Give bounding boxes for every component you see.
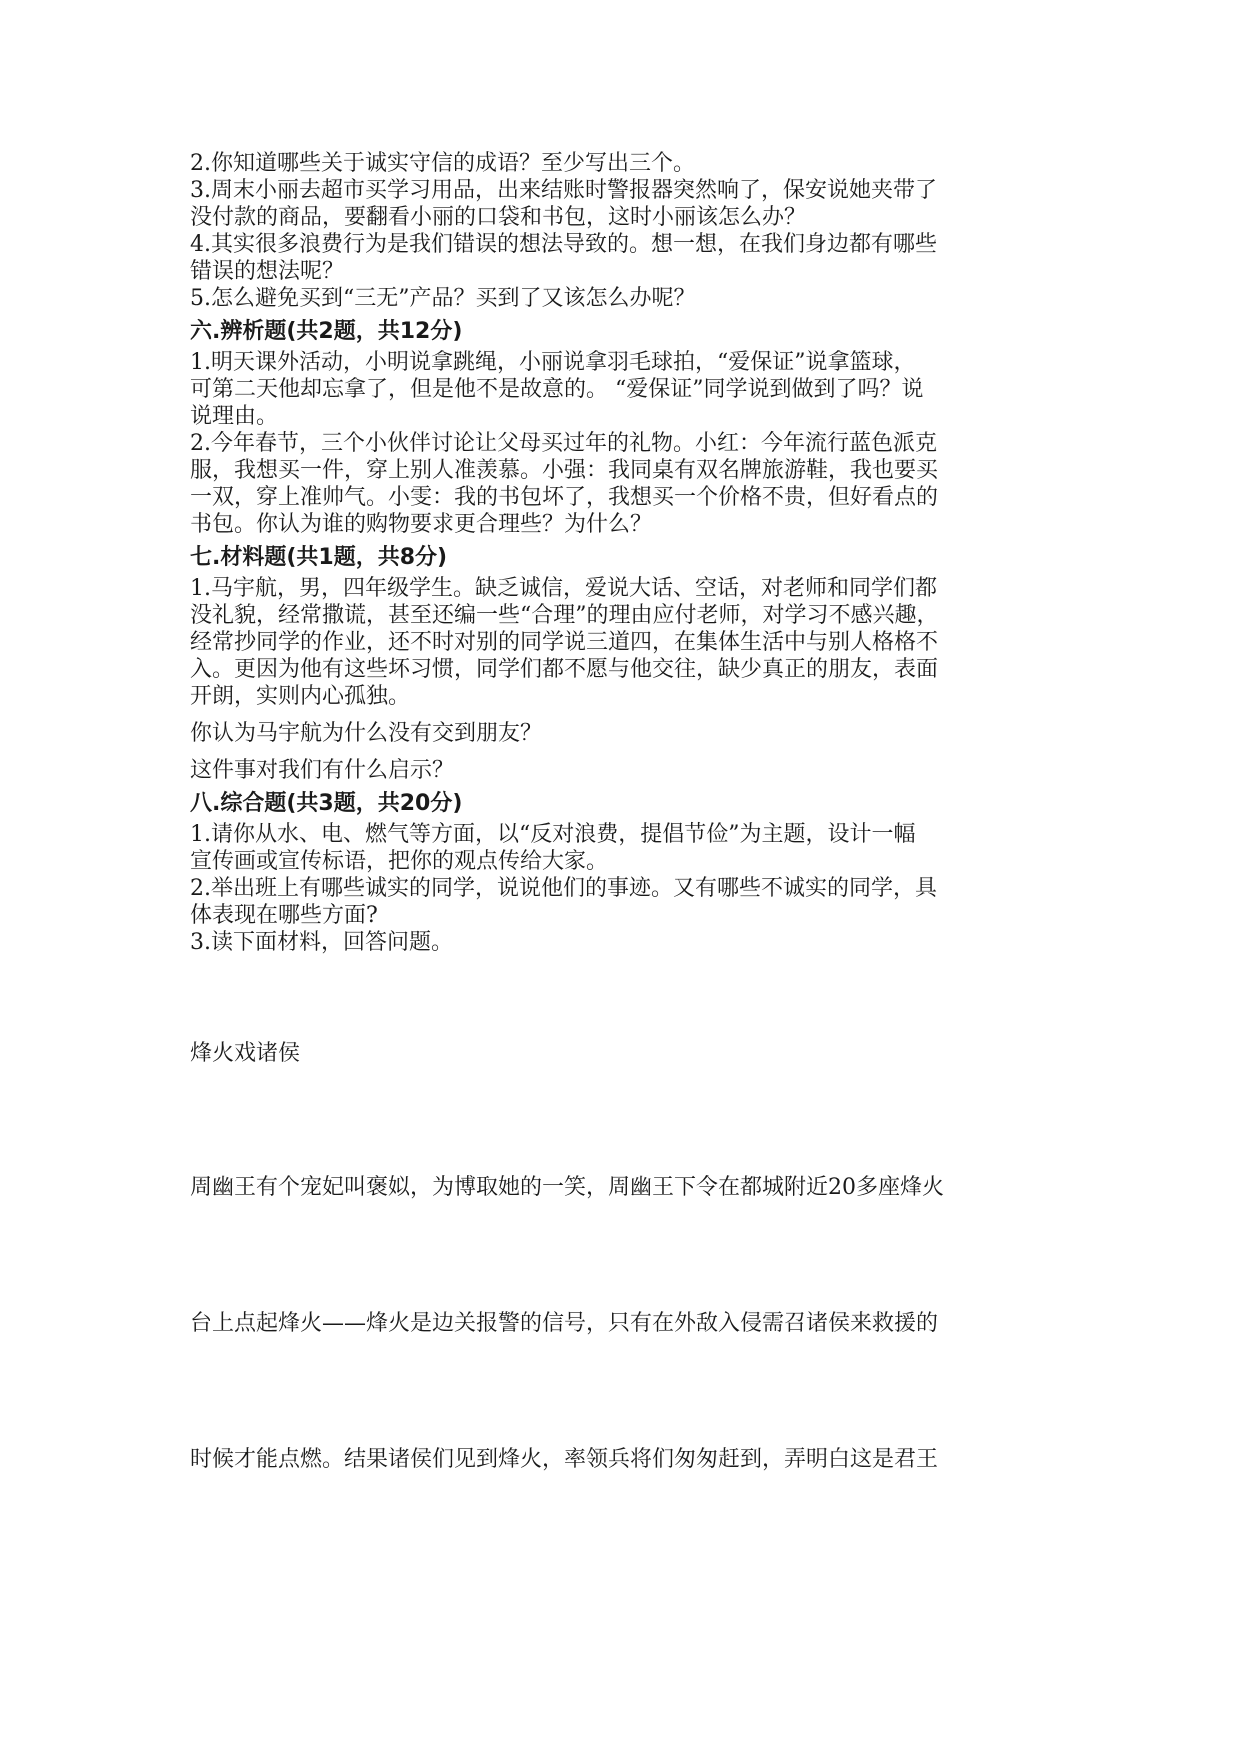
question-5-5: 5.怎么避免买到“三无”产品？买到了又该怎么办呢？ <box>190 286 696 311</box>
exam-content <box>190 150 1060 956</box>
question-7-1-line-1: 1.马宇航，男，四年级学生。缺乏诚信，爱说大话、空话，对老师和同学们都 <box>190 576 937 601</box>
section-6-heading: 六.辨析题(共2题，共12分) <box>190 319 463 344</box>
question-8-2-line-1: 2.举出班上有哪些诚实的同学，说说他们的事迹。又有哪些不诚实的同学，具 <box>190 876 937 901</box>
question-5-4-line-1: 4.其实很多浪费行为是我们错误的想法导致的。想一想，在我们身边都有哪些 <box>190 232 937 257</box>
question-6-1-line-3: 说理由。 <box>190 404 279 429</box>
story-paragraph-2: 台上点起烽火——烽火是边关报警的信号，只有在外敌入侵需召诸侯来救援的 <box>190 1311 939 1336</box>
story-paragraph-1: 周幽王有个宠妃叫褒姒，为博取她的一笑，周幽王下令在都城附近20多座烽火 <box>190 1175 944 1200</box>
question-7-ask-2: 这件事对我们有什么启示？ <box>190 758 455 783</box>
question-5-2: 2.你知道哪些关于诚实守信的成语？至少写出三个。 <box>190 151 695 176</box>
section-7-heading: 七.材料题(共1题，共8分) <box>190 545 448 570</box>
question-8-1-line-1: 1.请你从水、电、燃气等方面，以“反对浪费，提倡节俭”为主题，设计一幅 <box>190 822 916 847</box>
question-8-2-line-2: 体表现在哪些方面? <box>190 903 378 928</box>
question-6-2-line-3: 一双，穿上准帅气。小雯：我的书包坏了，我想买一个价格不贵，但好看点的 <box>190 485 939 510</box>
question-6-1-line-2: 可第二天他却忘拿了，但是他不是故意的。 “爱保证”同学说到做到了吗？说 <box>190 377 924 402</box>
question-7-ask-1: 你认为马宇航为什么没有交到朋友？ <box>190 721 543 746</box>
question-5-3-line-1: 3.周末小丽去超市买学习用品，出来结账时警报器突然响了，保安说她夹带了 <box>190 178 937 203</box>
question-7-1-line-5: 开朗，实则内心孤独。 <box>190 684 411 709</box>
question-7-1-line-2: 没礼貌，经常撒谎，甚至还编一些“合理”的理由应付老师，对学习不感兴趣， <box>190 603 939 628</box>
question-5-4-line-2: 错误的想法呢？ <box>190 259 345 284</box>
question-8-3: 3.读下面材料，回答问题。 <box>190 930 453 955</box>
question-7-1-line-4: 入。更因为他有这些坏习惯，同学们都不愿与他交往，缺少真正的朋友，表面 <box>190 657 939 682</box>
question-6-2-line-4: 书包。你认为谁的购物要求更合理些？为什么？ <box>190 512 653 537</box>
story-paragraph-3: 时候才能点燃。结果诸侯们见到烽火，率领兵将们匆匆赶到，弄明白这是君王 <box>190 1447 939 1472</box>
question-6-2-line-1: 2.今年春节，三个小伙伴讨论让父母买过年的礼物。小红：今年流行蓝色派克 <box>190 431 937 456</box>
question-6-1-line-1: 1.明天课外活动，小明说拿跳绳，小丽说拿羽毛球拍，“爱保证”说拿篮球， <box>190 350 916 375</box>
question-6-2-line-2: 服，我想买一件，穿上别人准羡慕。小强：我同桌有双名牌旅游鞋，我也要买 <box>190 458 939 483</box>
question-7-1-line-3: 经常抄同学的作业，还不时对别的同学说三道四，在集体生活中与别人格格不 <box>190 630 939 655</box>
story-title: 烽火戏诸侯 <box>190 1041 301 1066</box>
question-5-3-line-2: 没付款的商品，要翻看小丽的口袋和书包，这时小丽该怎么办？ <box>190 205 807 230</box>
section-8-heading: 八.综合题(共3题，共20分) <box>190 791 463 816</box>
question-8-1-line-2: 宣传画或宣传标语，把你的观点传给大家。 <box>190 849 609 874</box>
